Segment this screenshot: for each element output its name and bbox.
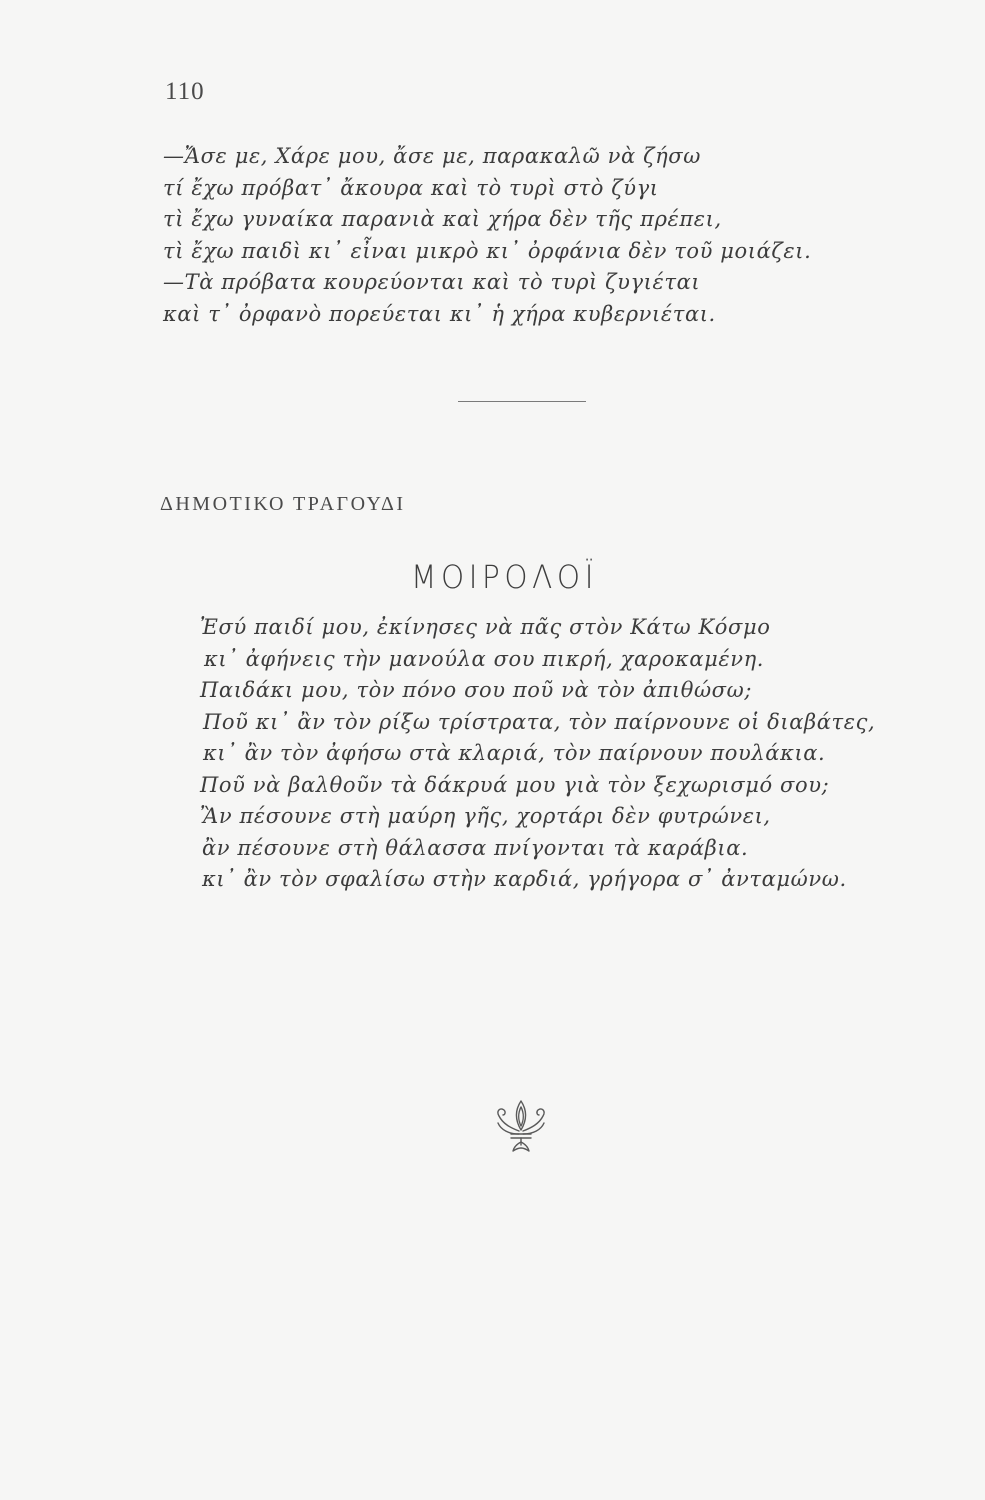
verse-line: τί ἔχω πρόβατ᾿ ἄκουρα καὶ τὸ τυρὶ στὸ ζύγι [163,175,659,200]
previous-poem-ending [163,141,811,330]
poem-body [200,612,875,896]
verse-line: ἂν πέσουνε στὴ θάλασσα πνίγονται τὰ καράβια. [202,835,749,860]
page-number: 110 [165,78,205,105]
verse-line: —Ἄσε με, Χάρε μου, ἄσε με, παρακαλῶ νὰ ζήσω [163,144,701,168]
verse-line: κι᾿ ἀφήνεις τὴν μανούλα σου πικρή, χαροκαμένη. [204,646,765,671]
verse-line: τὶ ἔχω παιδὶ κι᾿ εἶναι μικρὸ κι᾿ ὀρφάνια δὲν τοῦ μοιάζει. [163,238,812,263]
verse-line: κι᾿ ἂν τὸν ἀφήσω στὰ κλαριά, τὸν παίρνουν πουλάκια. [203,741,826,765]
poem-title: ΜΟΙΡΟΛΟΪ [411,558,598,596]
verse-line: τὶ ἔχω γυναίκα παρανιὰ καὶ χήρα δὲν τῆς πρέπει, [163,207,722,231]
verse-line: Ἂν πέσουνε στὴ μαύρη γῆς, χορτάρι δὲν φυτρώνει, [200,804,771,828]
verse-line: Ποῦ κι᾿ ἂν τὸν ρίξω τρίστρατα, τὸν παίρνουνε οἱ διαβάτες, [203,709,876,734]
verse-line: Παιδάκι μου, τὸν πόνο σου ποῦ νὰ τὸν ἀπιθώσω; [200,678,753,702]
verse-line: —Τὰ πρόβατα κουρεύονται καὶ τὸ τυρὶ ζυγιέται [163,270,701,294]
verse-line: Ποῦ νὰ βαλθοῦν τὰ δάκρυά μου γιὰ τὸν ξεχωρισμό σου; [200,772,830,797]
verse-line: Ἐσύ παιδί μου, ἐκίνησες νὰ πᾶς στὸν Κάτω Κόσμο [200,615,771,639]
section-label: ΔΗΜΟΤΙΚΟ ΤΡΑΓΟΥΔΙ [160,493,406,515]
fleur-de-lis-icon [493,1098,549,1156]
verse-line: καὶ τ᾿ ὀρφανὸ πορεύεται κι᾿ ἡ χήρα κυβερνιέται. [163,301,716,326]
verse-line: κι᾿ ἂν τὸν σφαλίσω στὴν καρδιά, γρήγορα σ᾿ ἀνταμώνω. [202,867,847,891]
section-divider [458,401,586,402]
